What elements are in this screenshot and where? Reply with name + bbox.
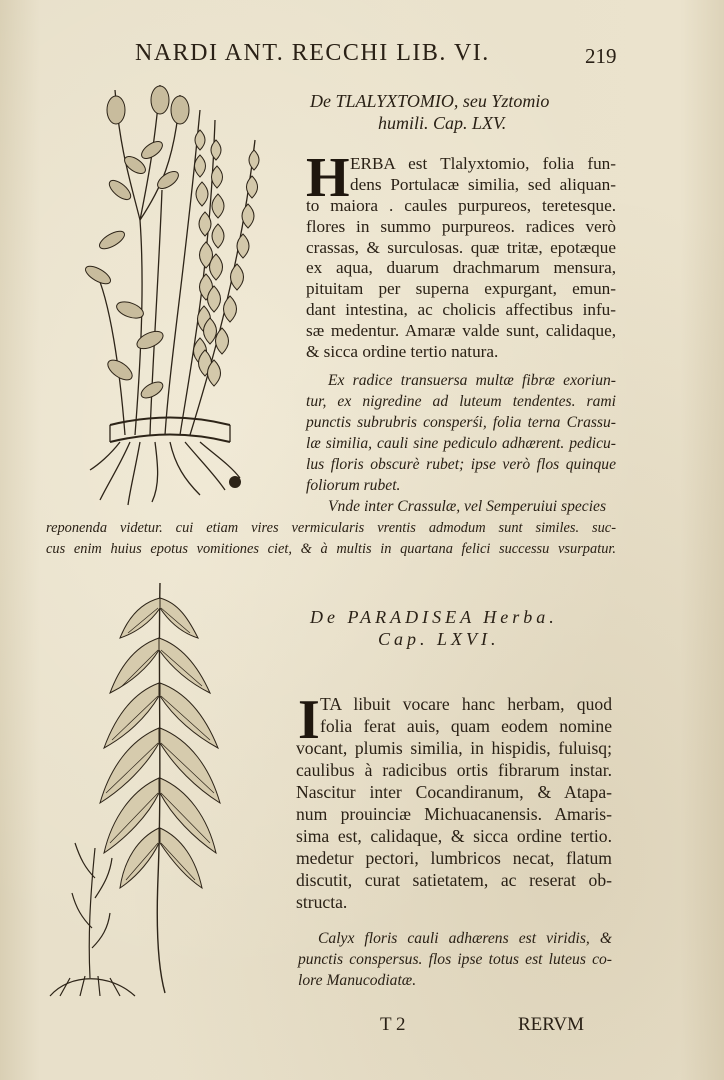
- drop-cap-i: I: [298, 689, 320, 751]
- chapter-65-annotation-wide: [46, 518, 616, 560]
- chapter-heading-66-line2: Cap. LXVI.: [378, 629, 500, 649]
- chapter-heading-65-line2: humili. Cap. LXV.: [378, 113, 507, 133]
- note-line: cus enim huius epotus vomitiones ciet, & à multis in quartana felici successu vsurpatur.: [46, 541, 616, 557]
- body-line: medetur pectori, lumbricos necat, flatum: [296, 848, 612, 868]
- body-line: ex aqua, duarum drachmarum mensura,: [306, 258, 616, 278]
- note-line: tur, ex nigredine ad luteum tendentes. rami: [306, 393, 616, 410]
- paradisea-illustration: [40, 578, 240, 1003]
- body-line: dens Portulacæ similia, sed aliquan-: [350, 174, 616, 194]
- chapter-66-body: [320, 693, 612, 737]
- body-line: vocant, plumis similia, in hispidis, fuluisq;: [296, 738, 612, 758]
- catchword: RERVM: [518, 1014, 585, 1035]
- body-line: to maiora . caules purpureos, teretesque.: [306, 196, 616, 215]
- chapter-heading-66: [310, 606, 558, 650]
- body-line: dant intestina, ac cholicis affectibus infu-: [306, 299, 616, 319]
- body-line: sæ medentur. Amaræ valde sunt, calidaque,: [306, 320, 616, 340]
- body-line: sima est, calidaque, & sicca ordine tertio.: [296, 826, 612, 846]
- chapter-heading-65-line1: De TLALYXTOMIO, seu Yztomio: [310, 91, 550, 111]
- page-number: 219: [585, 44, 617, 68]
- chapter-65-annotation: [306, 370, 616, 517]
- body-line: folia ferat auis, quam eodem nomine: [320, 716, 612, 736]
- drop-cap-h: H: [306, 147, 350, 209]
- note-line: punctis subrubris consperśi, folia terna Crassu-: [306, 414, 616, 431]
- note-line: foliorum rubet.: [306, 477, 401, 494]
- body-line: crassas, & surculosas. quæ tritæ, epotæque: [306, 237, 616, 257]
- chapter-heading-65: [310, 90, 549, 134]
- chapter-65-body: [350, 154, 616, 196]
- body-line: & sicca ordine tertio natura.: [306, 341, 499, 361]
- note-line: punctis conspersus. flos ipse totus est luteus co-: [298, 951, 612, 968]
- body-line: Nascitur inter Cocandiranum, & Atapa-: [296, 782, 612, 802]
- chapter-66-body-cont: [296, 737, 612, 913]
- tlalyxtomio-illustration: [40, 70, 300, 510]
- body-line: pituitam per superna expurgant, emun-: [306, 279, 616, 299]
- note-line: lus floris obscurè rubet; ipse verò flos quinque: [306, 456, 616, 473]
- body-line: flores in summo purpureos. radices verò: [306, 216, 616, 236]
- note-line: Vnde inter Crassulæ, vel Semperuiui species: [328, 498, 607, 515]
- body-line: num prouinciæ Michuacanensis. Amaris-: [296, 804, 612, 824]
- note-line: lore Manucodiatæ.: [298, 972, 417, 989]
- chapter-heading-66-line1: De PARADISEA Herba.: [310, 607, 558, 627]
- note-line: Calyx floris cauli adhærens est viridis, &: [318, 930, 612, 947]
- body-line: ERBA est Tlalyxtomio, folia fun-: [350, 154, 616, 173]
- chapter-65-body-cont: [306, 196, 616, 362]
- note-line: læ similia, cauli sine pediculo adhærent. pedicu-: [306, 435, 616, 452]
- note-line: Ex radice transuersa multæ fibræ exoriun-: [328, 372, 616, 389]
- body-line: TA libuit vocare hanc herbam, quod: [320, 694, 612, 714]
- body-line: caulibus à radicibus ortis fibrarum instar.: [296, 760, 612, 780]
- note-line: reponenda videtur. cui etiam vires vermicularis vrentis admodum sunt similes. suc-: [46, 520, 616, 536]
- chapter-66-annotation: [298, 928, 612, 991]
- body-line: structa.: [296, 892, 348, 912]
- running-head: NARDI ANT. RECCHI LIB. VI.: [135, 40, 490, 66]
- body-line: discutit, curat satietatem, ac reserat ob-: [296, 870, 612, 890]
- signature-mark: T 2: [380, 1014, 406, 1035]
